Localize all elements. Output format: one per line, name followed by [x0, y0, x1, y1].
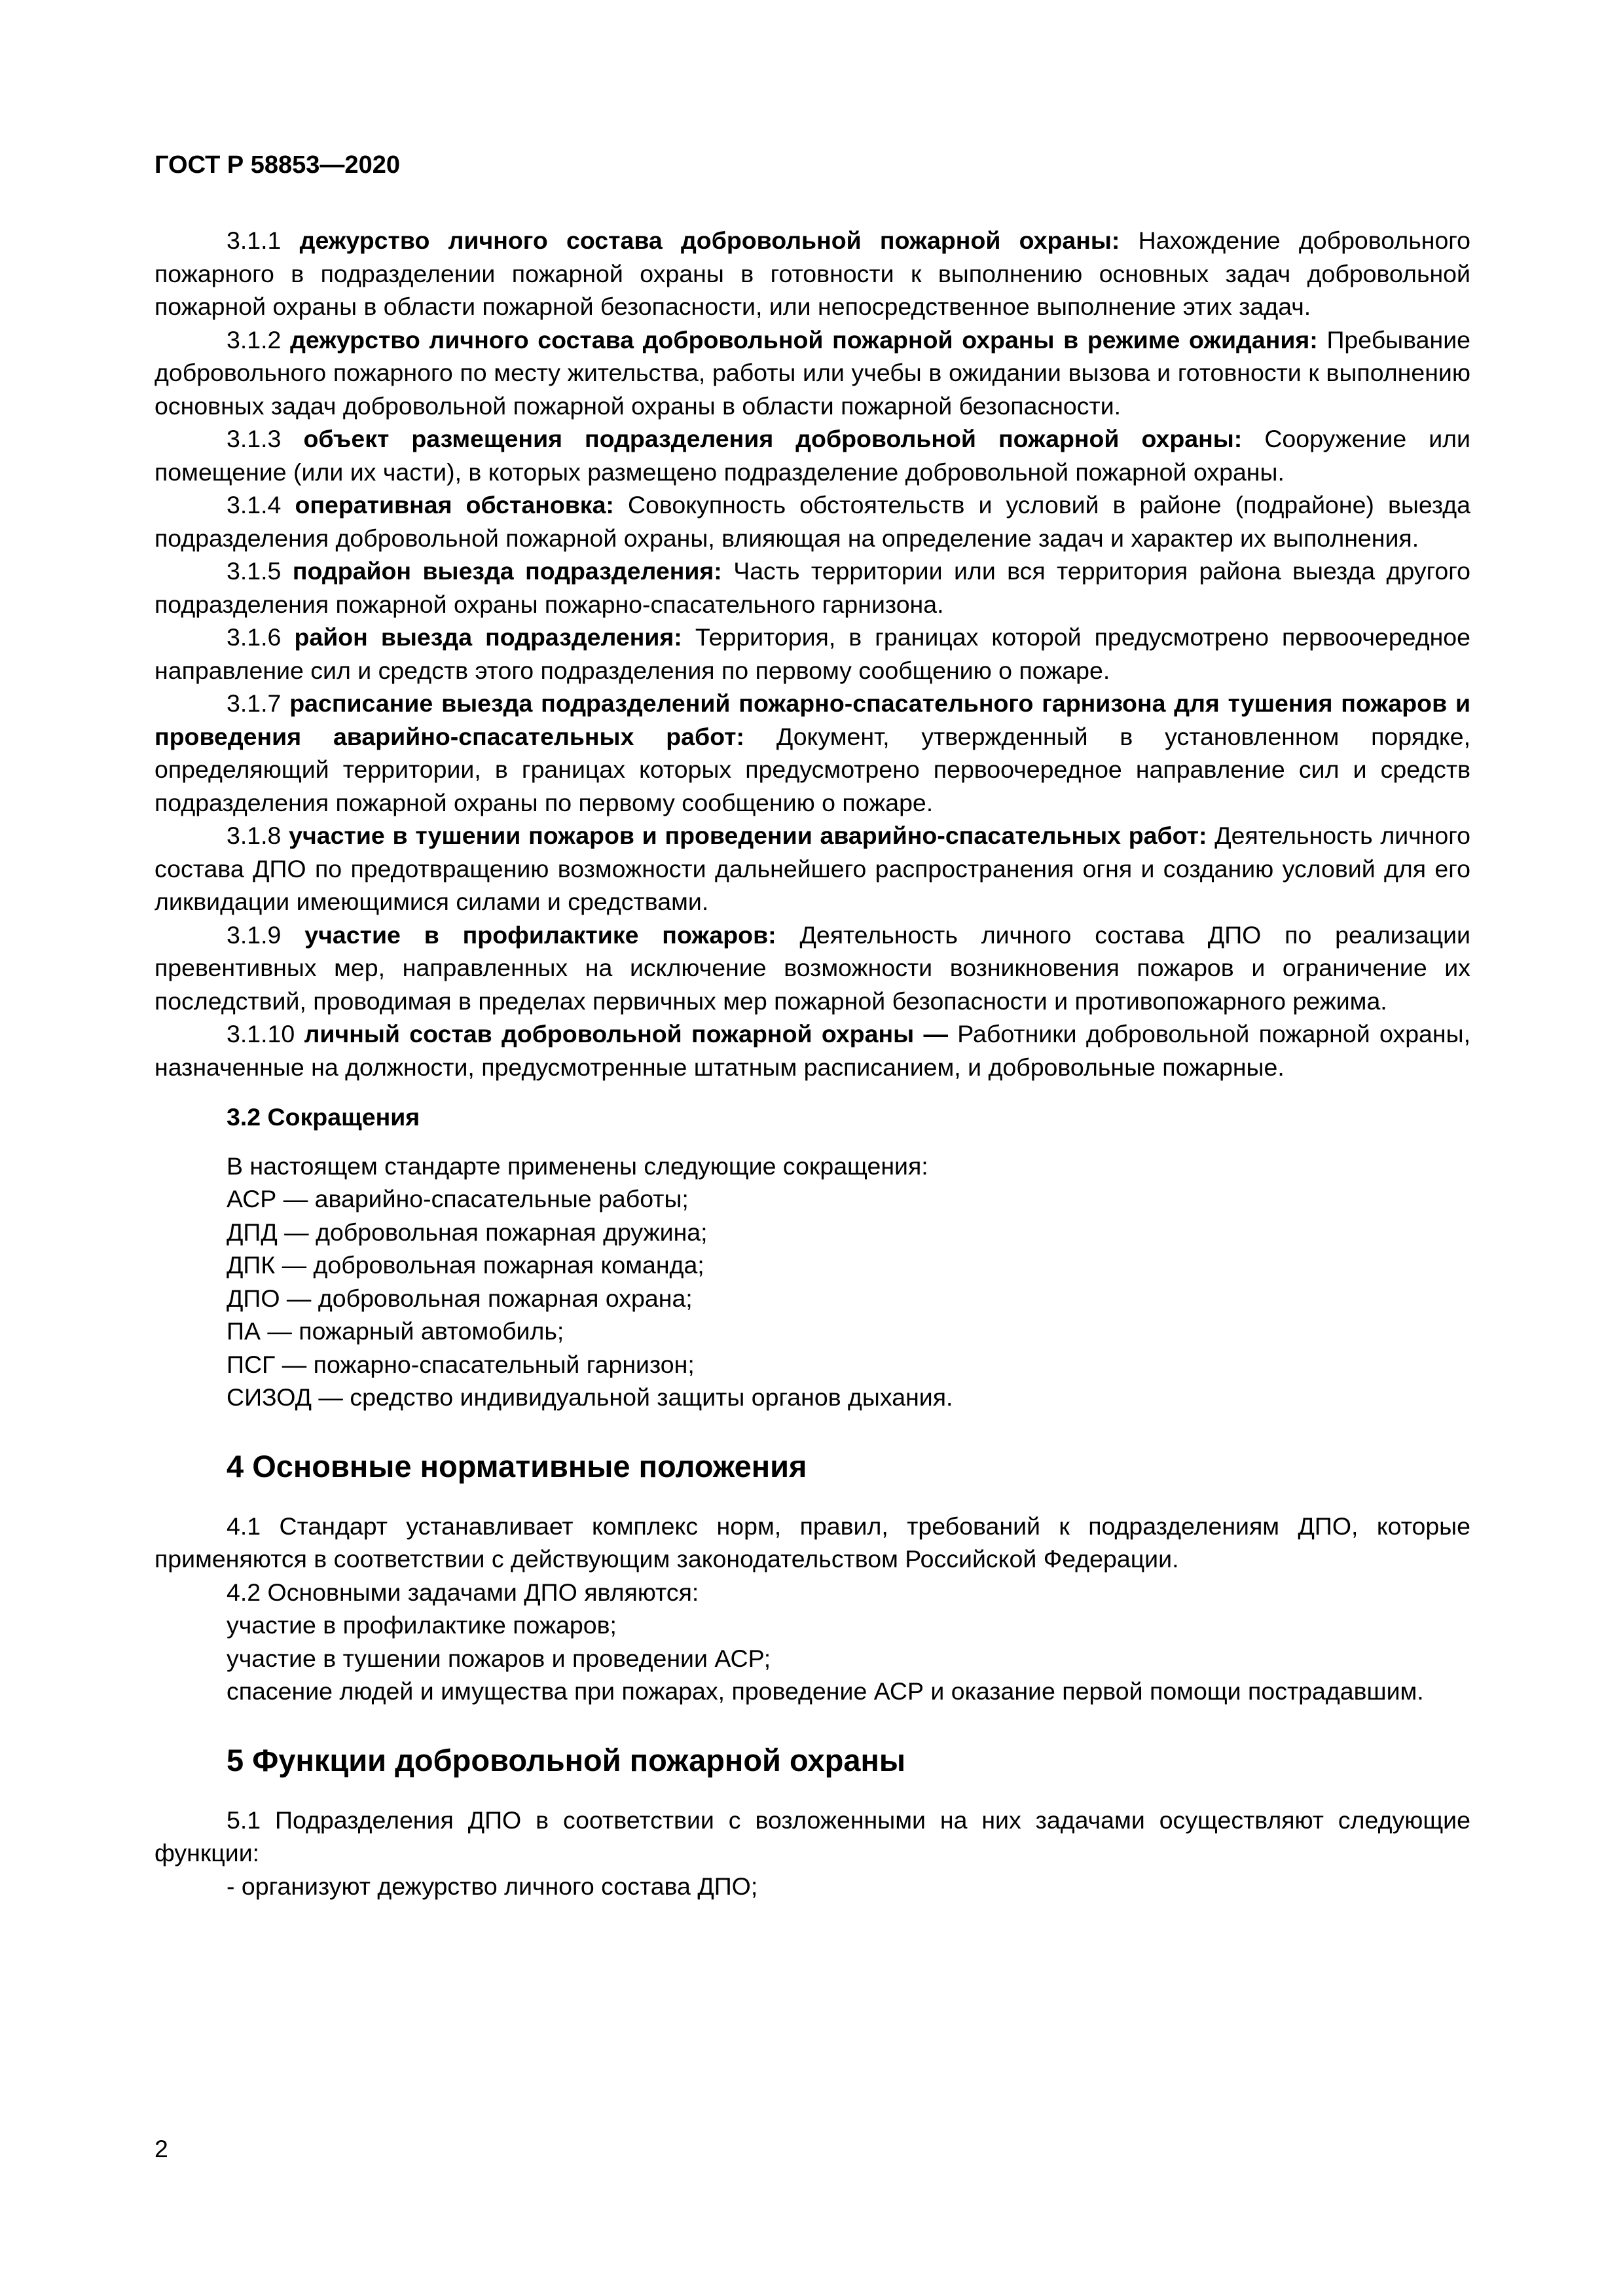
term-number: 3.1.3	[227, 425, 282, 452]
term-3-1-2	[155, 323, 1470, 423]
abbreviation-item: СИЗОД — средство индивидуальной защиты органов дыхания.	[227, 1383, 953, 1411]
task-item: спасение людей и имущества при пожарах, проведение АСР и оказание первой помощи пострадавшим.	[227, 1677, 1424, 1705]
term-title: объект размещения подразделения добровольной пожарной охраны:	[303, 425, 1243, 452]
term-3-1-1	[155, 224, 1470, 323]
term-3-1-7	[155, 687, 1470, 819]
term-number: 3.1.8	[227, 822, 282, 849]
term-3-1-8	[155, 819, 1470, 919]
document-id-header: ГОСТ Р 58853—2020	[155, 151, 400, 179]
term-definition: Нахождение добровольного пожарного в подразделении пожарной охраны в готовности к выполнению основных задач добровольной пожарной охраны в области пожарной безопасности, или непосредственное выполнение этих задач.	[155, 227, 1471, 320]
term-title: участие в тушении пожаров и проведении аварийно-спасательных работ:	[289, 822, 1207, 849]
term-3-1-10	[155, 1017, 1470, 1084]
section-4-heading: 4 Основные нормативные положения	[227, 1448, 807, 1484]
term-3-1-9	[155, 919, 1470, 1018]
term-number: 3.1.7	[227, 689, 282, 717]
abbreviation-item: АСР — аварийно-спасательные работы;	[227, 1185, 689, 1212]
term-title: личный состав добровольной пожарной охраны —	[304, 1020, 948, 1048]
term-definition: Территория, в границах которой предусмотрено первоочередное направление сил и средств этого подразделения по первому сообщению о пожаре.	[155, 623, 1471, 684]
function-item: - организуют дежурство личного состава ДПО;	[227, 1872, 758, 1900]
section-5-paragraph-1: 5.1 Подразделения ДПО в соответствии с возложенными на них задачами осуществляют следующие функции:	[155, 1806, 1470, 1867]
section-5-heading: 5 Функции добровольной пожарной охраны	[227, 1742, 906, 1777]
term-definition: Документ, утвержденный в установленном порядке, определяющий территории, в границах которых предусмотрено первоочередное направление сил и средств подразделения пожарной охраны по первому сообщению о пожаре.	[155, 722, 1471, 816]
term-number: 3.1.10	[227, 1020, 295, 1048]
term-number: 3.1.6	[227, 623, 282, 651]
term-title: дежурство личного состава добровольной пожарной охраны в режиме ожидания:	[290, 325, 1318, 354]
term-number: 3.1.4	[227, 491, 282, 519]
abbreviation-item: ПСГ — пожарно-спасательный гарнизон;	[227, 1350, 695, 1378]
abbreviations-heading: 3.2 Сокращения	[227, 1103, 420, 1131]
term-definition: Часть территории или вся территория района выезда другого подразделения пожарной охраны пожарно-спасательного гарнизона.	[155, 557, 1470, 618]
section-4-paragraph-2: 4.2 Основными задачами ДПО являются:	[227, 1578, 699, 1606]
term-3-1-3	[155, 422, 1470, 488]
document-body	[155, 224, 1470, 1903]
term-definition: Пребывание добровольного пожарного по месту жительства, работы или учебы в ожидании вызова и готовности к выполнению основных задач добровольной пожарной охраны в области пожарной безопасности.	[155, 325, 1470, 420]
abbreviation-item: ПА — пожарный автомобиль;	[227, 1317, 564, 1345]
term-definition: Деятельность личного состава ДПО по предотвращению возможности дальнейшего распространения огня и созданию условий для его ликвидации имеющимися силами и средствами.	[155, 822, 1470, 915]
term-title: участие в профилактике пожаров:	[304, 920, 776, 949]
term-number: 3.1.1	[227, 227, 282, 254]
term-title: подрайон выезда подразделения:	[292, 557, 722, 585]
page-number: 2	[155, 2135, 168, 2162]
abbreviations-intro: В настоящем стандарте применены следующие сокращения:	[227, 1152, 928, 1180]
term-definition: Деятельность личного состава ДПО по реализации превентивных мер, направленных на исключение возможности возникновения пожаров и ограничение их последствий, проводимая в пределах первичных мер пожарной безопасности и противопожарного режима.	[155, 920, 1470, 1015]
term-3-1-5	[155, 555, 1470, 621]
term-3-1-4	[155, 488, 1470, 555]
term-title: дежурство личного состава добровольной пожарной охраны:	[299, 227, 1120, 254]
section-4-paragraph-1: 4.1 Стандарт устанавливает комплекс норм, правил, требований к подразделениям ДПО, которые применяются в соответствии с действующим законодательством Российской Федерации.	[155, 1512, 1470, 1573]
task-item: участие в профилактике пожаров;	[227, 1611, 617, 1639]
term-title: оперативная обстановка:	[295, 491, 614, 519]
term-3-1-6	[155, 621, 1470, 687]
term-title: район выезда подразделения:	[294, 623, 682, 651]
term-number: 3.1.5	[227, 557, 282, 585]
term-title: расписание выезда подразделений пожарно-спасательного гарнизона для тушения пожаров и проведения аварийно-спасательных работ:	[155, 689, 1470, 750]
term-definition: Сооружение или помещение (или их части), в которых размещено подразделение добровольной пожарной охраны.	[155, 425, 1471, 486]
term-number: 3.1.9	[227, 920, 282, 949]
term-definition: Совокупность обстоятельств и условий в районе (подрайоне) выезда подразделения добровольной пожарной охраны, влияющая на определение задач и характер их выполнения.	[155, 491, 1470, 552]
task-item: участие в тушении пожаров и проведении АСР;	[227, 1644, 771, 1672]
abbreviation-item: ДПД — добровольная пожарная дружина;	[227, 1218, 708, 1246]
term-definition: Работники добровольной пожарной охраны, назначенные на должности, предусмотренные штатным расписанием, и добровольные пожарные.	[155, 1020, 1470, 1081]
abbreviation-item: ДПО — добровольная пожарная охрана;	[227, 1284, 693, 1312]
term-number: 3.1.2	[227, 325, 282, 354]
abbreviation-item: ДПК — добровольная пожарная команда;	[227, 1251, 704, 1279]
